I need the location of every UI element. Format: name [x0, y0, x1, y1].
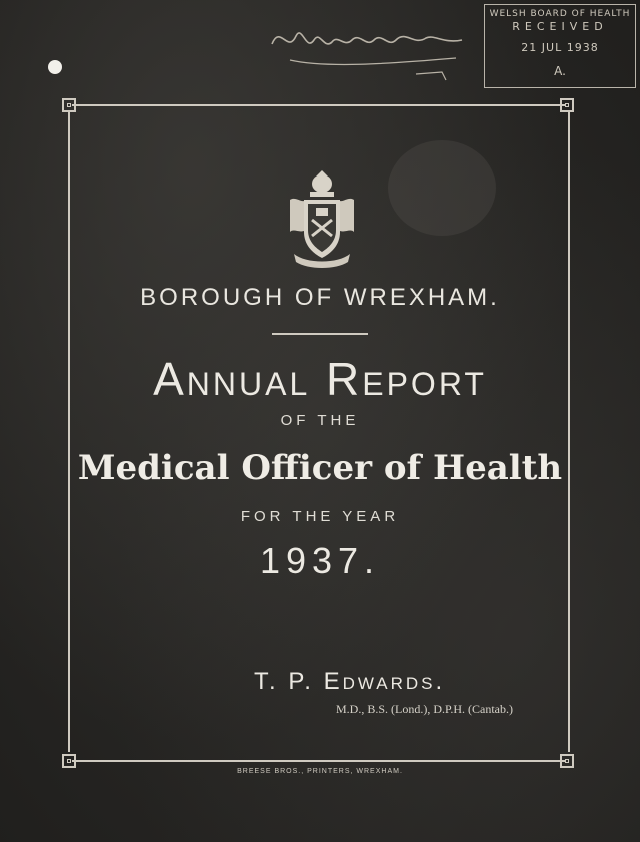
author-name: T. P. Edwards.: [254, 668, 446, 695]
author-credentials: M.D., B.S. (Lond.), D.P.H. (Cantab.): [336, 702, 513, 716]
frame-corner-bottom-left: [62, 754, 76, 768]
annual-report-title: Annual Report: [153, 353, 487, 405]
stamp-received: RECEIVED: [512, 20, 608, 33]
medical-officer-title: Medical Officer of Health: [77, 448, 563, 488]
title-rule: [272, 333, 368, 335]
stamp-line-1: WELSH BOARD OF HEALTH: [489, 9, 631, 19]
pin-hole: [48, 60, 62, 74]
received-stamp: [484, 4, 636, 88]
stamp-date: 21 JUL 1938: [521, 41, 599, 54]
stamp-initial: A.: [554, 64, 566, 78]
handwritten-signature: [266, 14, 466, 89]
borough-heading: BOROUGH OF WREXHAM.: [140, 284, 500, 311]
report-year: 1937.: [259, 540, 381, 581]
for-the-year-label: FOR THE YEAR: [240, 508, 400, 525]
of-the-label: OF THE: [280, 412, 360, 429]
frame-corner-top-right: [560, 98, 574, 112]
frame-top: [72, 104, 566, 106]
frame-bottom: [72, 760, 566, 762]
frame-corner-top-left: [62, 98, 76, 112]
frame-corner-bottom-right: [560, 754, 574, 768]
faint-seal-mark: [388, 140, 496, 236]
printer-imprint: BREESE BROS., PRINTERS, WREXHAM.: [237, 768, 403, 775]
frame-left: [68, 112, 70, 752]
borough-coat-of-arms-icon: [286, 170, 358, 275]
frame-right: [568, 112, 570, 752]
